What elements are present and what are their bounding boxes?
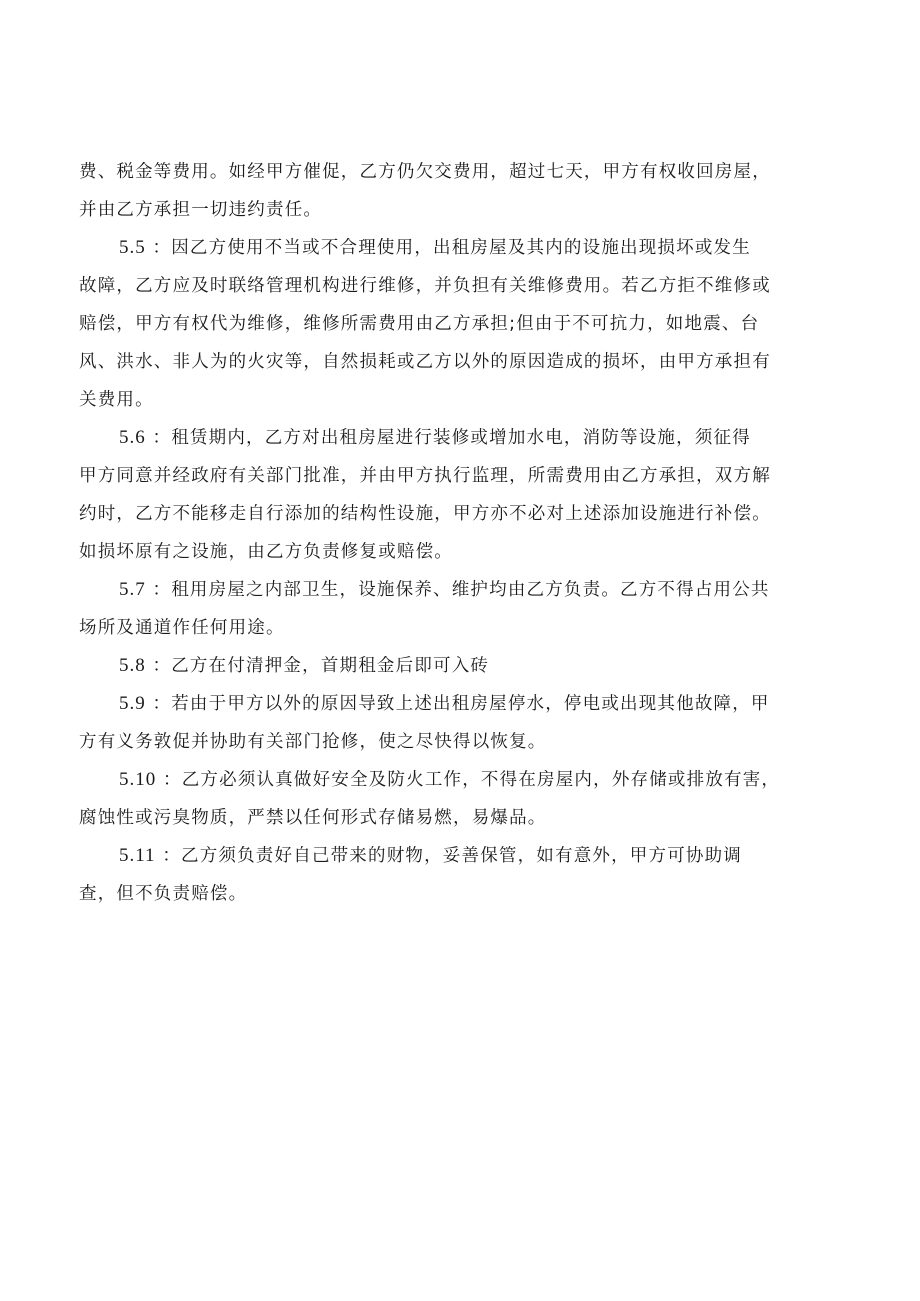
text-line — [79, 381, 849, 419]
clause-number: 5.10 — [119, 769, 157, 790]
line-text: ：乙方必须认真做好安全及防火工作，不得在房屋内，外存储或排放有害， — [163, 770, 781, 790]
clause-number: 5.11 — [119, 845, 156, 866]
clause-paragraph — [79, 153, 849, 229]
clause-paragraph — [79, 229, 849, 419]
clause-paragraph — [79, 685, 849, 761]
clause-paragraph — [79, 571, 849, 647]
line-text: 场所及通道作任何用途。 — [79, 618, 285, 638]
text-line — [79, 609, 849, 647]
line-text: 故障，乙方应及时联络管理机构进行维修，并负担有关维修费用。若乙方拒不维修或 — [79, 276, 771, 296]
text-line — [79, 457, 849, 495]
clause-number: 5.7 — [119, 579, 146, 600]
text-line — [79, 267, 849, 305]
line-text: ：乙方须负责好自己带来的财物，妥善保管，如有意外，甲方可协助调 — [162, 846, 743, 866]
clause-paragraph — [79, 837, 849, 913]
text-line — [79, 495, 849, 533]
line-text: 赔偿，甲方有权代为维修，维修所需费用由乙方承担;但由于不可抗力，如地震、台 — [79, 314, 760, 334]
text-line — [79, 875, 849, 913]
text-line — [79, 761, 849, 799]
line-text: 并由乙方承担一切违约责任。 — [79, 200, 323, 220]
line-text: 方有义务敦促并协助有关部门抢修，使之尽快得以恢复。 — [79, 732, 547, 752]
clause-number: 5.8 — [119, 655, 146, 676]
clause-paragraph — [79, 647, 849, 685]
line-text: 查，但不负责赔偿。 — [79, 884, 248, 904]
line-text: ：乙方在付清押金，首期租金后即可入砖 — [152, 656, 490, 676]
line-text: 费、税金等费用。如经甲方催促，乙方仍欠交费用，超过七天，甲方有权收回房屋， — [79, 162, 771, 182]
line-text: 甲方同意并经政府有关部门批准，并由甲方执行监理，所需费用由乙方承担，双方解 — [79, 466, 771, 486]
text-line — [79, 837, 849, 875]
text-line — [79, 723, 849, 761]
clause-number: 5.9 — [119, 693, 146, 714]
line-text: ：租赁期内，乙方对出租房屋进行装修或增加水电，消防等设施，须征得 — [152, 428, 751, 448]
text-line — [79, 647, 849, 685]
contract-text-block — [79, 153, 849, 913]
text-line — [79, 533, 849, 571]
line-text: 约时，乙方不能移走自行添加的结构性设施，甲方亦不必对上述添加设施进行补偿。 — [79, 504, 771, 524]
text-line — [79, 191, 849, 229]
text-line — [79, 799, 849, 837]
line-text: 风、洪水、非人为的火灾等，自然损耗或乙方以外的原因造成的损坏，由甲方承担有 — [79, 352, 771, 372]
text-line — [79, 153, 849, 191]
clause-number: 5.6 — [119, 427, 146, 448]
clause-number: 5.5 — [119, 237, 146, 258]
clause-paragraph — [79, 419, 849, 571]
line-text: 关费用。 — [79, 390, 154, 410]
text-line — [79, 305, 849, 343]
clause-paragraph — [79, 761, 849, 837]
line-text: 腐蚀性或污臭物质，严禁以任何形式存储易燃，易爆品。 — [79, 808, 547, 828]
text-line — [79, 419, 849, 457]
line-text: ：因乙方使用不当或不合理使用，出租房屋及其内的设施出现损坏或发生 — [152, 238, 751, 258]
line-text: ：若由于甲方以外的原因导致上述出租房屋停水，停电或出现其他故障，甲 — [152, 694, 770, 714]
line-text: 如损坏原有之设施，由乙方负责修复或赔偿。 — [79, 542, 453, 562]
text-line — [79, 571, 849, 609]
text-line — [79, 343, 849, 381]
text-line — [79, 685, 849, 723]
text-line — [79, 229, 849, 267]
line-text: ：租用房屋之内部卫生，设施保养、维护均由乙方负责。乙方不得占用公共 — [152, 580, 770, 600]
